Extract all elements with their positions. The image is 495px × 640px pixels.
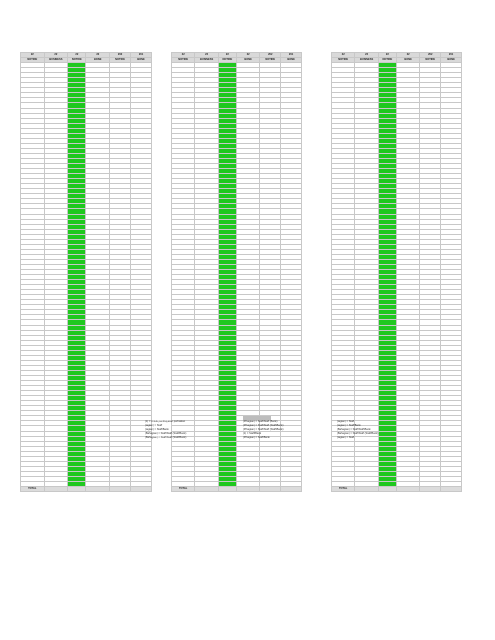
column-header: BONE (281, 58, 302, 63)
column-header: 202 (260, 53, 281, 58)
legend-column-3 (337, 420, 417, 440)
total-row (332, 487, 462, 492)
column-header: BUSINESS (195, 58, 218, 63)
column-header: BONE (236, 58, 259, 63)
column-header: NOTIDE (420, 58, 441, 63)
legend-line: (Pihagian) = Staff/Bank (243, 436, 270, 439)
total-cell (441, 487, 462, 492)
total-cell (420, 487, 441, 492)
total-cell (378, 487, 396, 492)
column-header: BONE (396, 58, 419, 63)
total-cell (131, 487, 152, 492)
column-header: NOTIDE (68, 58, 86, 63)
column-header: 22 (332, 53, 355, 58)
legend-line: (Bahagian) = Staff/Staff (Staff/Bank) (145, 436, 187, 439)
legend-column-1 (145, 420, 225, 440)
column-header: 22 (21, 53, 45, 58)
total-cell (195, 487, 218, 492)
legend-line: (tagian) = Staff (337, 436, 355, 439)
column-header: BUSINESS (44, 58, 68, 63)
column-header: NOTIDE (218, 58, 236, 63)
column-header: 202 (420, 53, 441, 58)
total-label: TOTAL (332, 487, 355, 492)
column-header: NOTIDE (378, 58, 396, 63)
column-header: 22 (218, 53, 236, 58)
data-table-left (20, 52, 152, 492)
total-cell (86, 487, 110, 492)
column-header: BONE (86, 58, 110, 63)
legend-line: (Pihagian) = Staff/Staff (Staff/Bank) (243, 424, 284, 427)
column-header: 22 (396, 53, 419, 58)
total-cell (110, 487, 131, 492)
legend-line: (1) = Staff/Bank (243, 432, 262, 435)
total-cell (396, 487, 419, 492)
column-header: 22 (68, 53, 86, 58)
column-header: NOTIDE (260, 58, 281, 63)
column-header: NOTIDE (110, 58, 131, 63)
column-header: 22 (236, 53, 259, 58)
column-header: 202 (110, 53, 131, 58)
total-cell (260, 487, 281, 492)
legend-line: (tagian) = Staff (337, 420, 355, 423)
total-cell (236, 487, 259, 492)
total-cell (44, 487, 68, 492)
column-header: BONE (441, 58, 462, 63)
total-cell (218, 487, 236, 492)
total-cell (281, 487, 302, 492)
legend-line: (Bahagian) = Staff/Staff (Staff/Bank) (145, 432, 187, 435)
legend-line: (1) = Untuk pembayaran perbaikan (145, 420, 186, 423)
legend-line: (tagian) = Staff/Bank (145, 428, 169, 431)
column-header: BONE (131, 58, 152, 63)
column-header: 201 (441, 53, 462, 58)
column-header: NOTIDE (332, 58, 355, 63)
column-header: 22 (172, 53, 195, 58)
legend-line: (Bahagian) = Staff/Staff/Bank (337, 428, 371, 431)
column-header: 22 (44, 53, 68, 58)
total-row (172, 487, 302, 492)
column-header: 22 (355, 53, 378, 58)
column-header: 201 (131, 53, 152, 58)
column-header: 22 (195, 53, 218, 58)
legend-line: (Pihagian) = Staff/Staff (Bank) (243, 420, 278, 423)
legend-line: (tagian) = Staff (145, 424, 163, 427)
total-label: TOTAL (21, 487, 45, 492)
total-cell (68, 487, 86, 492)
column-header: 22 (378, 53, 396, 58)
column-header: 22 (86, 53, 110, 58)
column-header: 201 (281, 53, 302, 58)
total-cell (355, 487, 378, 492)
legend-line: (tagian) = Staff/Bank (337, 424, 361, 427)
column-header: NOTIDE (21, 58, 45, 63)
total-label: TOTAL (172, 487, 195, 492)
column-header: BUSINESS (355, 58, 378, 63)
column-header: NOTIDE (172, 58, 195, 63)
legend-line: (Bahagian) = Staff/Staff (Staff/Bank) (337, 432, 379, 435)
total-row (21, 487, 152, 492)
legend-line: (Pihagian) = Staff/Staff (Staff/Bank) (243, 428, 284, 431)
legend-column-2 (243, 420, 323, 440)
